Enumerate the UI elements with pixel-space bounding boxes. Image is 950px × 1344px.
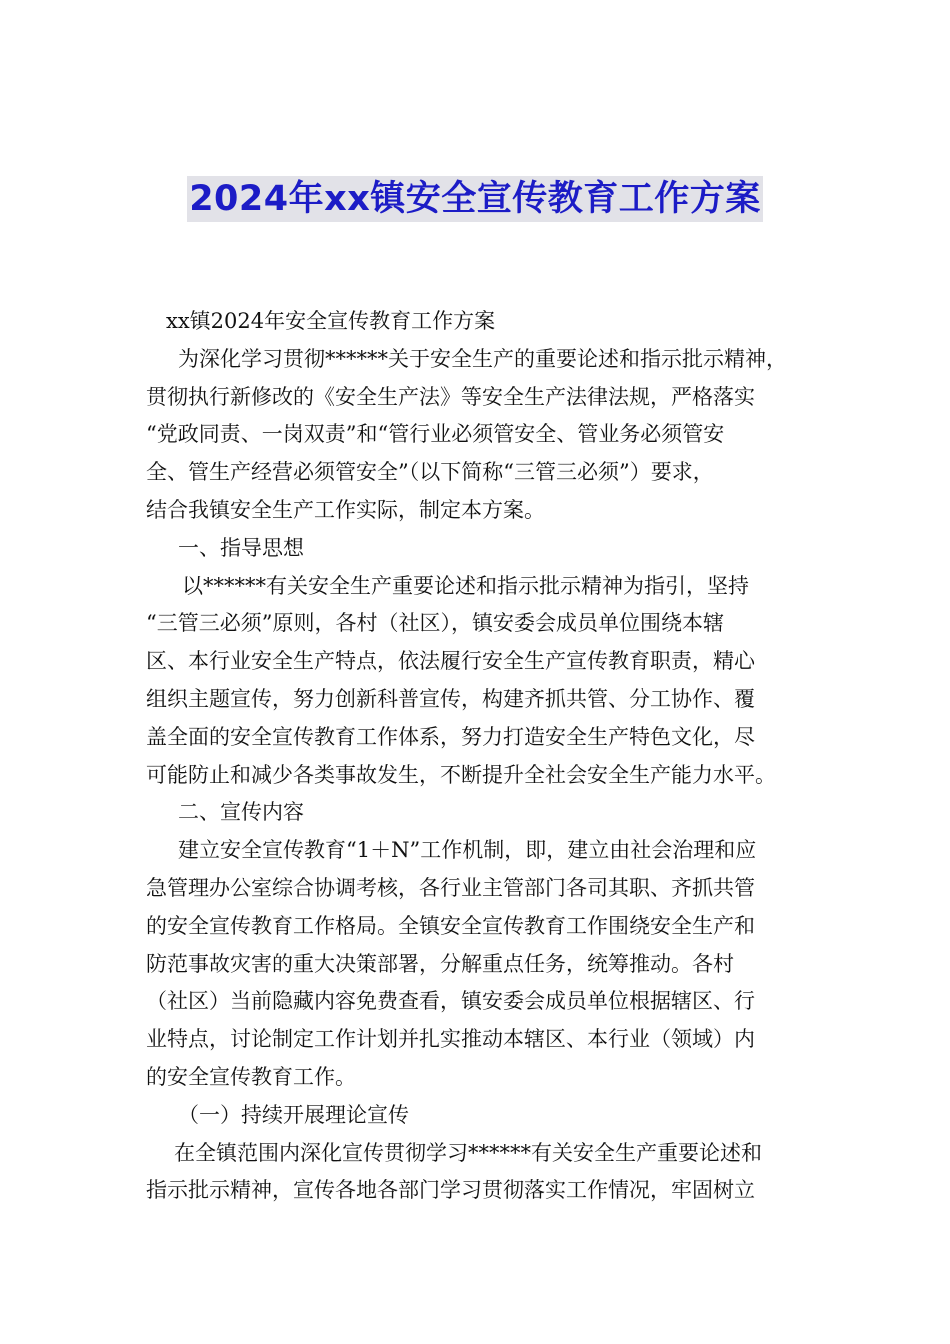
body-line: 的安全宣传教育工作。: [146, 1064, 356, 1089]
body-line: 结合我镇安全生产工作实际，制定本方案。: [146, 497, 545, 522]
body-line: （一）持续开展理论宣传: [178, 1102, 409, 1127]
body-line: 贯彻执行新修改的《安全生产法》等安全生产法律法规，严格落实: [146, 384, 755, 409]
body-line: xx镇2024年安全宣传教育工作方案: [166, 309, 496, 333]
body-line: “党政同责、一岗双责”和“管行业必须管安全、管业务必须管安: [146, 422, 725, 447]
body-line: 指示批示精神，宣传各地各部门学习贯彻落实工作情况，牢固树立: [146, 1178, 755, 1203]
body-line: 的安全宣传教育工作格局。全镇安全宣传教育工作围绕安全生产和: [146, 913, 755, 938]
body-line: 急管理办公室综合协调考核，各行业主管部门各司其职、齐抓共管: [146, 875, 755, 900]
body-line: 建立安全宣传教育“1＋N”工作机制，即，建立由社会治理和应: [178, 838, 757, 863]
body-line: （社区）当前隐藏内容免费查看，镇安委会成员单位根据辖区、行: [146, 989, 755, 1014]
body-line: 业特点，讨论制定工作计划并扎实推动本辖区、本行业（领域）内: [146, 1027, 755, 1052]
body-line: 在全镇范围内深化宣传贯彻学习******有关安全生产重要论述和: [174, 1140, 762, 1165]
body-line: 防范事故灾害的重大决策部署，分解重点任务，统筹推动。各村: [146, 951, 734, 976]
body-line: 区、本行业安全生产特点，依法履行安全生产宣传教育职责，精心: [146, 649, 755, 674]
title-wrapper: [0, 176, 950, 222]
body-line: 二、宣传内容: [178, 800, 304, 825]
body-line: 可能防止和减少各类事故发生，不断提升全社会安全生产能力水平。: [146, 762, 776, 787]
document-body: [146, 303, 814, 1210]
document-title: 2024年xx镇安全宣传教育工作方案: [187, 176, 763, 222]
body-line: 盖全面的安全宣传教育工作体系，努力打造安全生产特色文化，尽: [146, 724, 755, 749]
body-line: 组织主题宣传，努力创新科普宣传，构建齐抓共管、分工协作、覆: [146, 686, 755, 711]
body-line: 为深化学习贯彻******关于安全生产的重要论述和指示批示精神，: [178, 346, 787, 371]
body-line: 一、指导思想: [178, 535, 304, 560]
body-line: 以******有关安全生产重要论述和指示批示精神为指引，坚持: [182, 573, 749, 598]
body-line: 全、管生产经营必须管安全”（以下简称“三管三必须”）要求，: [146, 460, 714, 485]
body-line: “三管三必须”原则，各村（社区），镇安委会成员单位围绕本辖: [146, 611, 724, 636]
